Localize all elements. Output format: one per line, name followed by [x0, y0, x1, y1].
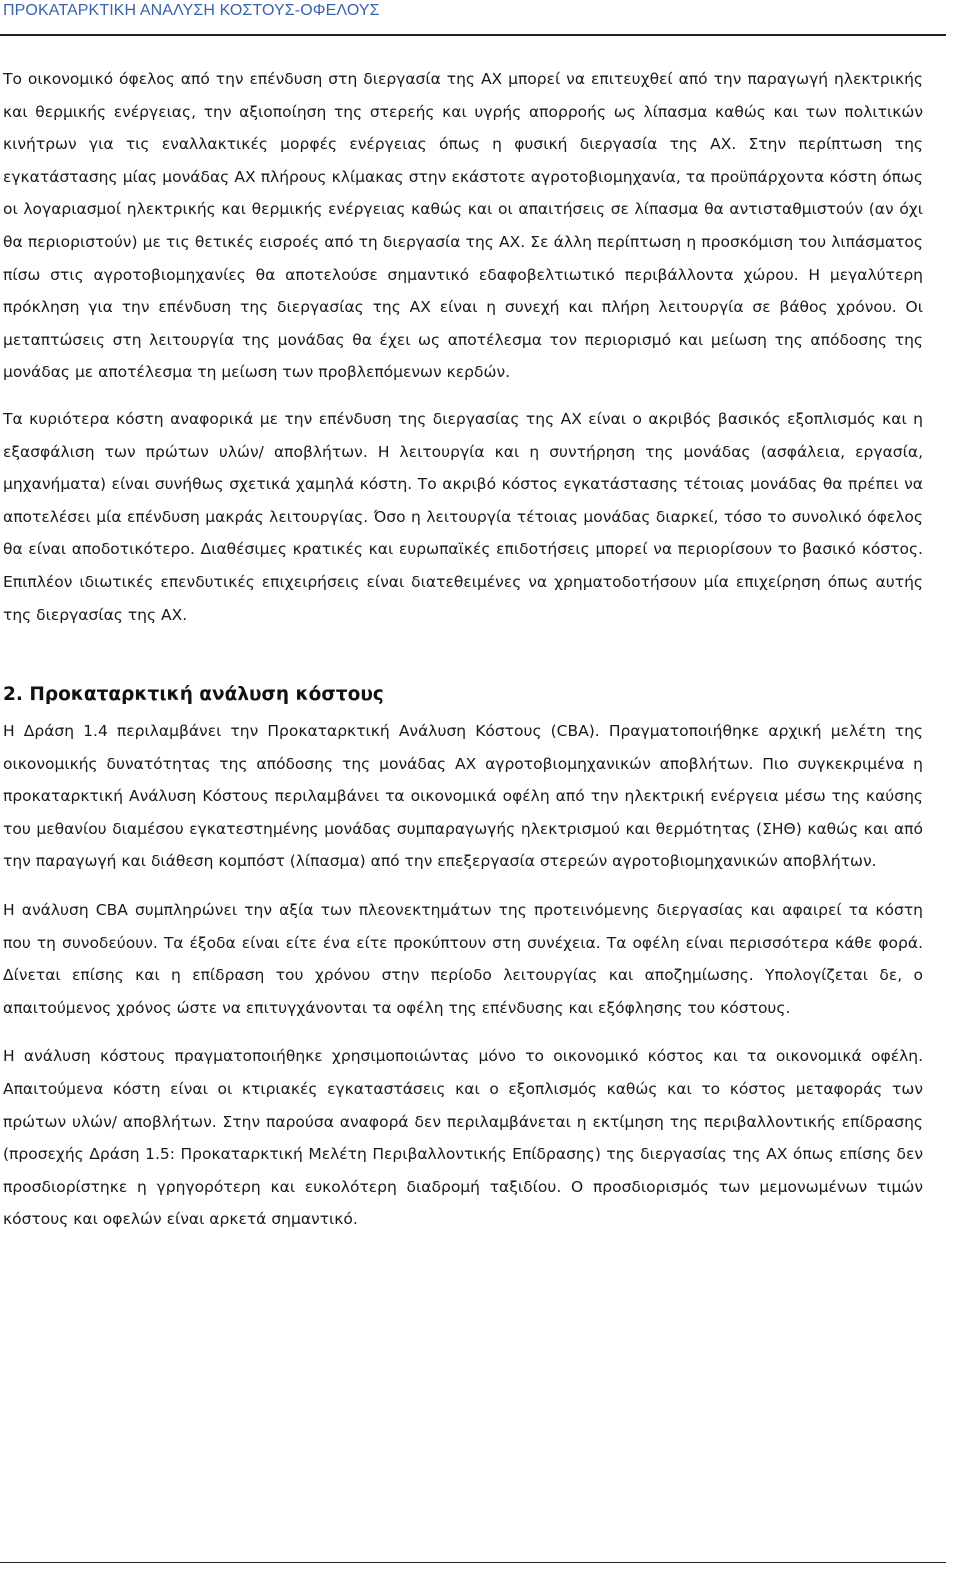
- paragraph-spacer: [3, 878, 923, 894]
- section-spacer: [3, 631, 923, 681]
- document-body: [3, 63, 923, 1236]
- paragraph-cost-analysis: Η ανάλυση κόστους πραγματοποιήθηκε χρησιμοποιώντας μόνο το οικονομικό κόστος και τα οικονομικά οφέλη. Απαιτούμενα κόστη είναι οι κτιριακές εγκαταστάσεις και ο εξοπλισμός καθώς και το κόστος μεταφοράς των πρώτων υλών/ αποβλήτων. Στην παρούσα αναφορά δεν περιλαμβάνεται η εκτίμηση της περιβαλλοντικής επίδρασης (προσεχής Δράση 1.5: Προκαταρκτική Μελέτη Περιβαλλοντικής Επίδρασης) της διεργασίας της ΑΧ όπως επίσης δεν προσδιορίστηκε η γρηγορότερη και ευκολότερη διαδρομή ταξιδίου. Ο προσδιορισμός των μεμονωμένων τιμών κόστους και οφελών είναι αρκετά σημαντικό.: [3, 1047, 923, 1229]
- header-divider: [0, 34, 946, 36]
- footer-divider: [0, 1562, 946, 1563]
- paragraph-economic-benefit: Το οικονομικό όφελος από την επένδυση στη διεργασία της ΑΧ μπορεί να επιτευχθεί από την παραγωγή ηλεκτρικής και θερμικής ενέργειας, την αξιοποίηση της στερεής και υγρής απορροής ως λίπασμα καθώς και των πολιτικών κινήτρων για τις εναλλακτικές μορφές ενέργειας όπως η φυσική διεργασία της ΑΧ. Στην περίπτωση της εγκατάστασης μίας μονάδας ΑΧ πλήρους κλίμακας στην εκάστοτε αγροτοβιομηχανία, τα προϋπάρχοντα κόστη όπως οι λογαριασμοί ηλεκτρικής και θερμικής ενέργειας καθώς και οι απαιτήσεις σε λίπασμα θα αντισταθμιστούν (αν όχι θα περιοριστούν) με τις θετικές εισροές από τη διεργασία της ΑΧ. Σε άλλη περίπτωση η προσκόμιση του λιπάσματος πίσω στις αγροτοβιομηχανίες θα αποτελούσε σημαντικό εδαφοβελτιωτικό περιβάλλοντα χώρου. Η μεγαλύτερη πρόκληση για την επένδυση της διεργασίας της ΑΧ είναι η συνεχή και πλήρη λειτουργία σε βάθος χρόνου. Οι μεταπτώσεις στη λειτουργία της μονάδας θα έχει ως αποτέλεσμα τον περιορισμό και μείωση της απόδοσης της μονάδας με αποτέλεσμα τη μείωση των προβλεπόμενων κερδών.: [3, 70, 923, 382]
- section-heading: 2. Προκαταρκτική ανάλυση κόστους: [3, 684, 384, 706]
- running-header-title: ΠΡΟΚΑΤΑΡΚΤΙΚΗ ΑΝΑΛΥΣΗ ΚΟΣΤΟΥΣ-ΟΦΕΛΟΥΣ: [3, 2, 380, 19]
- paragraph-main-costs: Τα κυριότερα κόστη αναφορικά με την επένδυση της διεργασίας της ΑΧ είναι ο ακριβός βασικός εξοπλισμός και η εξασφάλιση των πρώτων υλών/ αποβλήτων. Η λειτουργία και η συντήρηση της μονάδας (ασφάλεια, εργασία, μηχανήματα) είναι συνήθως σχετικά χαμηλά κόστη. Το ακριβό κόστος εγκατάστασης τέτοιας μονάδας θα πρέπει να αποτελέσει μία επένδυση μακράς λειτουργίας. Όσο η λειτουργία τέτοιας μονάδας διαρκεί, τόσο το συνολικό όφελος θα είναι αποδοτικότερο. Διαθέσιμες κρατικές και ευρωπαϊκές επιδοτήσεις μπορεί να περιορίσουν το βασικό κόστος. Επιπλέον ιδιωτικές επενδυτικές επιχειρήσεις είναι διατεθειμένες να χρηματοδοτήσουν μία επιχείρηση όπως αυτής της διεργασίας της ΑΧ.: [3, 409, 923, 624]
- paragraph-spacer: [3, 1024, 923, 1040]
- paragraph-spacer: [3, 389, 923, 403]
- paragraph-cba-analysis: Η ανάλυση CBA συμπληρώνει την αξία των πλεονεκτημάτων της προτεινόμενης διεργασίας και αφαιρεί τα κόστη που τη συνοδεύουν. Τα έξοδα είναι είτε ένα είτε προκύπτουν στη συνέχεια. Τα οφέλη είναι περισσότερα κάθε φορά. Δίνεται επίσης και η επίδραση του χρόνου στην περίοδο λειτουργίας και αποζημίωσης. Υπολογίζεται δε, ο απαιτούμενος χρόνος ώστε να επιτυγχάνονται τα οφέλη της επένδυσης και εξόφλησης του κόστους.: [3, 901, 923, 1017]
- paragraph-action-1-4: Η Δράση 1.4 περιλαμβάνει την Προκαταρκτική Ανάλυση Κόστους (CBA). Πραγματοποιήθηκε αρχική μελέτη της οικονομικής δυνατότητας της απόδοσης της μονάδας ΑΧ αγροτοβιομηχανικών αποβλήτων. Πιο συγκεκριμένα η προκαταρκτική Ανάλυση Κόστους περιλαμβάνει τα οικονομικά οφέλη από την ηλεκτρική ενέργεια μέσω της καύσης του μεθανίου διαμέσου εγκατεστημένης μονάδας συμπαραγωγής ηλεκτρισμού και θερμότητας (ΣΗΘ) καθώς και από την παραγωγή και διάθεση κομπόστ (λίπασμα) από την επεξεργασία στερεών αγροτοβιομηχανικών αποβλήτων.: [3, 722, 923, 871]
